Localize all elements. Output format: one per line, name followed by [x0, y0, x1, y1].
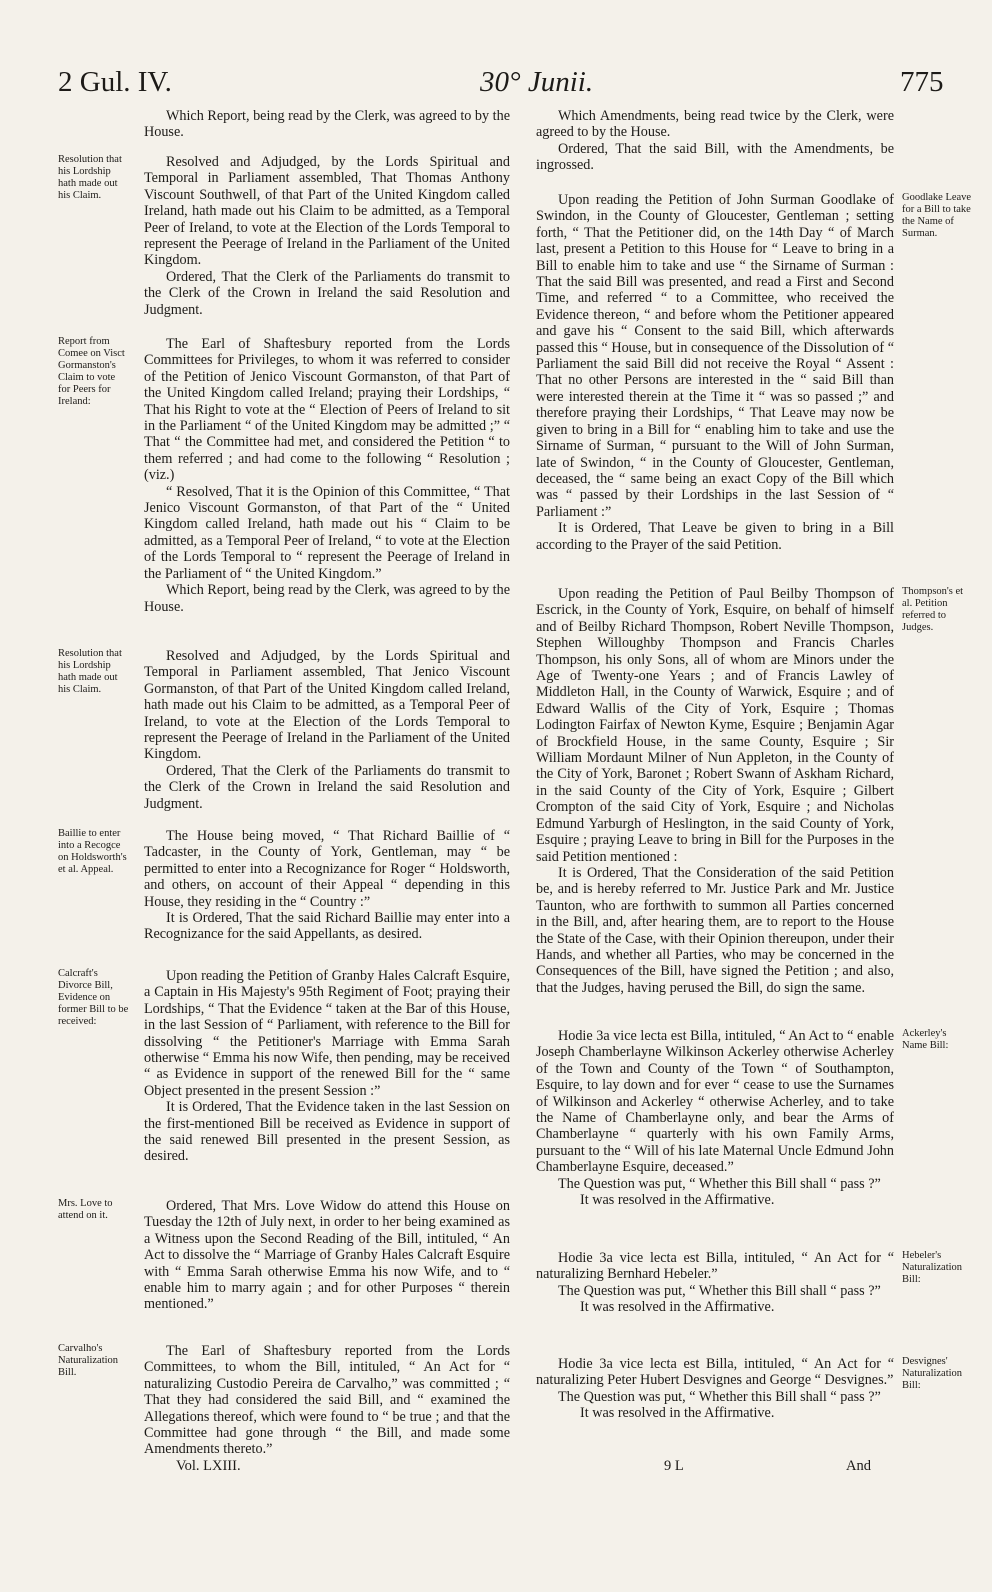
left-entry [58, 336, 510, 615]
right-entry [536, 1356, 963, 1422]
right-entry [536, 1028, 949, 1209]
paragraph: It is Ordered, That Leave be given to bring in a Bill according to the Prayer of the said Petition. [536, 520, 894, 553]
right-entry [536, 192, 972, 553]
paragraph: Upon reading the Petition of Granby Hales Calcraft Esquire, a Captain in His Majesty's 95th Regiment of Foot; praying their Lordships, “ That the Evidence “ taken at the Bar of this House, in the last Session of “ Parliament, with reference to the Bill for dissolving “ the Petitioner's Marriage with Emma Sarah otherwise “ Emma his now Wife, then pending, may be received “ as Evidence in support of the renewed Bill for the “ same Object presented in the present Session :” [144, 968, 510, 1099]
margin-note: Baillie to enter into a Recogce on Holdsworth's et al. Appeal. [58, 828, 127, 875]
running-head-date: 30° Junii. [480, 66, 594, 98]
signature-mark: 9 L [664, 1458, 684, 1474]
left-entry [58, 968, 510, 1165]
paragraph: Hodie 3a vice lecta est Billa, intituled, “ An Act for “ naturalizing Peter Hubert Desvignes and George “ Desvignes.” [536, 1356, 894, 1389]
question-put: The Question was put, “ Whether this Bill shall “ pass ?” [558, 1282, 881, 1299]
volume-number: Vol. LXIII. [176, 1458, 241, 1474]
paragraph: The Earl of Shaftesbury reported from the Lords Committees, to whom the Bill, intituled, “ An Act for “ naturalizing Custodio Pereira de Carvalho,” was committed ; “ That they had considered the said Bill, and “ examined the Allegations thereof, which were found to “ be true ; and that the Committee had gone through “ the Bill, and made some Amendments thereto.” [144, 1343, 510, 1458]
paragraph: The Earl of Shaftesbury reported from the Lords Committees for Privileges, to whom it was referred to consider of the Petition of Jenico Viscount Gormanston, of that Part of the United Kingdom called Ireland; praying their Lordships, “ That his Right to vote at the “ Election of Peers of Ireland to sit in the Parliament “ of the United Kingdom may be admitted ;” “ That “ the Committee had met, and considered the Petition “ to them referred ; and had come to the following “ Resolution ; (viz.) [144, 336, 510, 484]
vote-result: It was resolved in the Affirmative. [580, 1405, 775, 1422]
left-entry [58, 648, 510, 812]
paragraph: Which Amendments, being read twice by the Clerk, were agreed to by the House. [536, 108, 894, 141]
paragraph: Hodie 3a vice lecta est Billa, intituled, “ An Act for “ naturalizing Bernhard Hebeler.” [536, 1250, 894, 1283]
question-put: The Question was put, “ Whether this Bill shall “ pass ?” [558, 1388, 881, 1405]
paragraph: It is Ordered, That the Consideration of the said Petition be, and is hereby referred to Mr. Justice Park and Mr. Justice Taunton, who are forthwith to summon all Parties concerned in the Bill, and, after hearing them, are to report to the House the State of the Case, with their Opinion thereupon, under their Hands, and whether all Parties, who may be concerned in the Consequences of the Bill, have signed the Petition ; and also, that the Judges, having perused the Bill, do sign the same. [536, 864, 894, 996]
left-entry [58, 828, 510, 943]
right-entry [536, 1250, 963, 1316]
vote-result: It was resolved in the Affirmative. [580, 1299, 775, 1316]
vote-result: It was resolved in the Affirmative. [580, 1192, 775, 1209]
margin-note: Ackerley's Name Bill: [902, 1028, 949, 1051]
margin-note: Resolution that his Lordship hath made out his Claim. [58, 648, 122, 695]
running-head-regnal-year: 2 Gul. IV. [58, 66, 172, 98]
margin-note: Thompson's et al. Petition referred to Judges. [902, 586, 964, 633]
right-entry [536, 108, 894, 174]
paragraph: Resolved and Adjudged, by the Lords Spiritual and Temporal in Parliament assembled, That Jenico Viscount Gormanston, of that Part of the United Kingdom called Ireland, hath made out his Claim to be admitted, as a Temporal Peer of Ireland, to vote at the Election of the Lords Temporal to represent the Peerage of Ireland in the Parliament of the United Kingdom. [144, 648, 510, 763]
margin-note: Mrs. Love to attend on it. [58, 1198, 113, 1221]
paragraph: Hodie 3a vice lecta est Billa, intituled, “ An Act to “ enable Joseph Chamberlayne Wilkinson Ackerley otherwise Acherley of the Town and County of the Town “ of Southampton, Esquire, to lay down and for ever “ cease to use the Surnames of Wilkinson and Ackerley “ otherwise Acherley, and to take the Name of Chamberlayne only, and bear the Arms of Chamberlayne “ quarterly with his own Family Arms, pursuant to the “ Will of his late Maternal Uncle Edmund John Chamberlayne Esquire, deceased.” [536, 1028, 894, 1176]
paragraph: Upon reading the Petition of Paul Beilby Thompson of Escrick, in the County of York, Esquire, on behalf of himself and of Beilby Richard Thompson, Robert Neville Thompson, Stephen Willoughby Thompson and Francis Charles Thompson, his only Sons, all of whom are Minors under the Age of Twenty-one Years ; and of Francis Lawley of Middleton Hall, in the County of Warwick, Esquire ; and of Edward Wallis of the City of York, Esquire ; Thomas Lodington Fairfax of Newton Kyme, Esquire ; Benjamin Agar of Brockfield House, in the same County, Esquire ; Sir William Mordaunt Milner of Nun Appleton, in the County of the City of York, Baronet ; Robert Swann of Askham Richard, in the said County of the City of York, Esquire ; Gilbert Crompton of the said City of York, Esquire ; and Nicholas Edmund Yarburgh of Heslington, in the said County of York, Esquire ; praying Leave to bring in Bill for the Purposes in the said Petition mentioned : [536, 586, 894, 865]
catchword: And [846, 1458, 871, 1474]
left-entry [58, 154, 510, 318]
paragraph: Ordered, That the Clerk of the Parliaments do transmit to the Clerk of the Crown in Ireland the said Resolution and Judgment. [144, 268, 510, 318]
margin-note: Resolution that his Lordship hath made out his Claim. [58, 154, 122, 201]
margin-note: Report from Comee on Visct Gormanston's Claim to vote for Peers for Ireland: [58, 336, 125, 407]
margin-note: Hebeler's Naturalization Bill: [902, 1250, 963, 1285]
paragraph: Ordered, That the said Bill, with the Amendments, be ingrossed. [536, 140, 894, 174]
left-entry [58, 1343, 510, 1458]
paragraph: Ordered, That the Clerk of the Parliaments do transmit to the Clerk of the Crown in Ireland the said Resolution and Judgment. [144, 762, 510, 812]
paragraph: Upon reading the Petition of John Surman Goodlake of Swindon, in the County of Gloucester, Gentleman ; setting forth, “ That the Petitioner did, on the 14th Day “ of March last, present a Petition to this House for “ Leave to bring in a Bill to enable him to take and use “ the Sirname of Surman : That the said Bill was presented, and read a First and Second Time, and referred “ to a Committee, who received the Evidence thereon, “ and before whom the Petitioner appeared and gave his “ Consent to the said Bill, which afterwards passed this “ House, but in consequence of the Dissolution of “ Parliament the said Bill did not receive the Royal “ Assent : That no other Persons are interested in the “ said Bill than were interested therein at the Time it “ was so passed ;” and therefore praying their Lordships, “ That Leave may now be given to bring in a Bill for “ enabling him to take and use the Sirname of Surman, “ pursuant to the Will of John Surman, late of Swindon, “ in the County of Gloucester, Gentleman, deceased, the “ same being an exact Copy of the Bill which was “ passed by their Lordships in the last Session of “ Parliament :” [536, 192, 894, 520]
paragraph: Which Report, being read by the Clerk, was agreed to by the House. [144, 108, 510, 141]
paragraph: Which Report, being read by the Clerk, was agreed to by the House. [144, 582, 510, 615]
question-put: The Question was put, “ Whether this Bill shall “ pass ?” [558, 1175, 881, 1192]
margin-note: Desvignes' Naturalization Bill: [902, 1356, 963, 1391]
margin-note: Goodlake Leave for a Bill to take the Name of Surman. [902, 192, 972, 239]
right-entry [536, 586, 964, 996]
paragraph: “ Resolved, That it is the Opinion of this Committee, “ That Jenico Viscount Gormanston, of that Part of the “ United Kingdom called Ireland, hath made out his “ Claim to be admitted, as a Temporal Peer of Ireland, “ to vote at the Election of the Lords Temporal to “ represent the Peerage of Ireland in the Parliament of “ the United Kingdom.” [144, 483, 510, 582]
page-number: 775 [900, 66, 944, 98]
margin-note: Calcraft's Divorce Bill, Evidence on former Bill to be received: [58, 968, 129, 1027]
paragraph: Resolved and Adjudged, by the Lords Spiritual and Temporal in Parliament assembled, That Thomas Anthony Viscount Southwell, of that Part of the United Kingdom called Ireland, hath made out his Claim to be admitted, as a Temporal Peer of Ireland, to vote at the Election of the Lords Temporal to represent the Peerage of Ireland in the Parliament of the United Kingdom. [144, 154, 510, 269]
paragraph: It is Ordered, That the Evidence taken in the last Session on the first-mentioned Bill be received as Evidence in support of the said renewed Bill presented in the present Session, as desired. [144, 1099, 510, 1165]
paragraph: The House being moved, “ That Richard Baillie of “ Tadcaster, in the County of York, Gentleman, may “ be permitted to enter into a Recognizance for Roger “ Holdsworth, and others, on account of their Appeal “ depending in this House, they residing in the “ Country :” [144, 828, 510, 910]
margin-note: Carvalho's Naturalization Bill. [58, 1343, 119, 1378]
paragraph: Ordered, That Mrs. Love Widow do attend this House on Tuesday the 12th of July next, in order to her being examined as a Witness upon the Second Reading of the Bill, intituled, “ An Act to dissolve the “ Marriage of Granby Hales Calcraft Esquire with “ Emma Sarah otherwise Emma his now Wife, and to “ enable him to marry again ; and for other Purposes “ therein mentioned.” [144, 1198, 510, 1313]
left-entry [58, 1198, 510, 1313]
left-entry [144, 108, 510, 141]
paragraph: It is Ordered, That the said Richard Baillie may enter into a Recognizance for the said Appellants, as desired. [144, 910, 510, 943]
